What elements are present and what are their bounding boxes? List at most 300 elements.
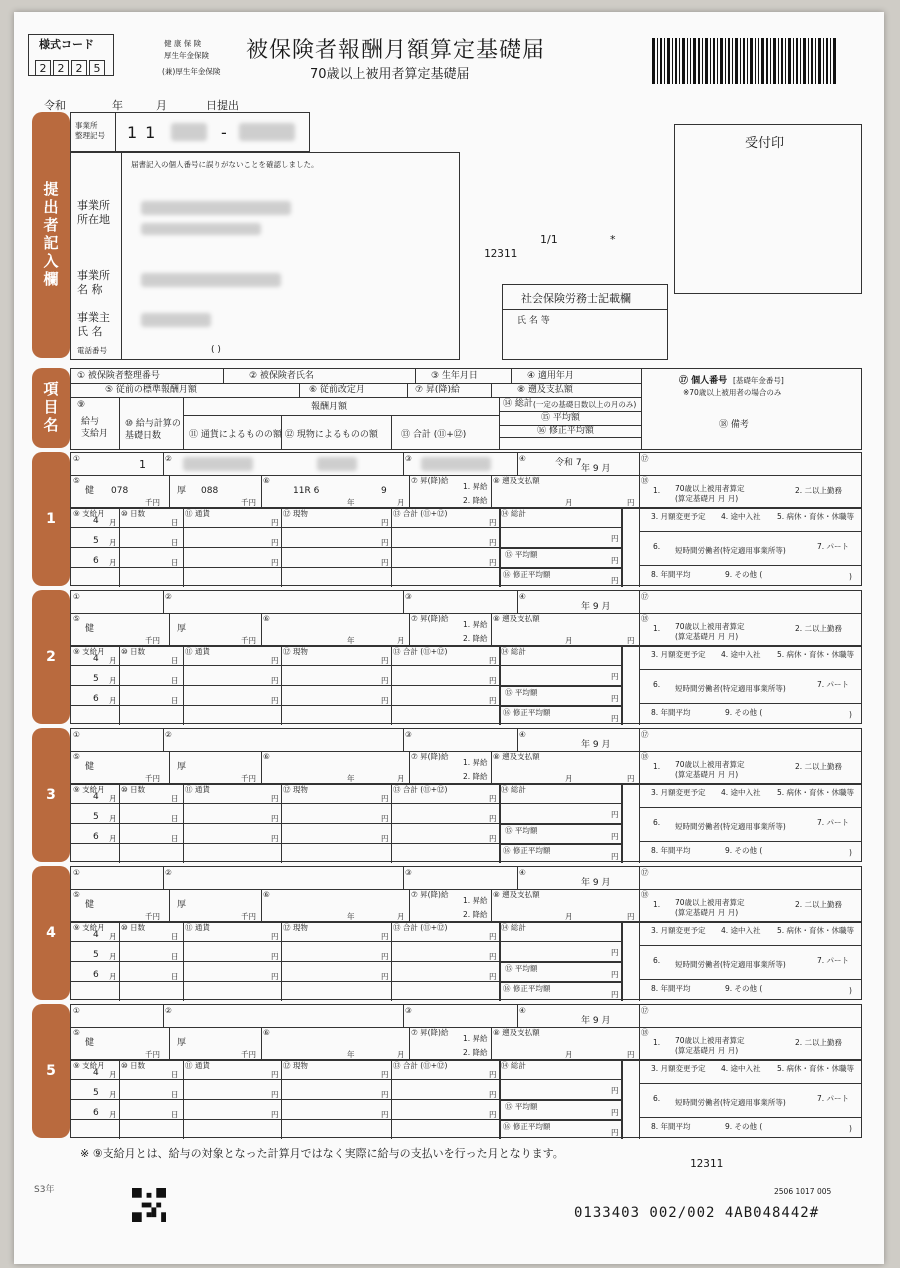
section-label: 4. 途中入社 [721,788,761,797]
section-label: ⑫ 現物 [283,1061,308,1070]
section-label: 円 [381,972,389,981]
koukyu-option: 2. 降給 [463,634,488,643]
section-label: ⑭ 総計 [501,509,526,518]
section-label: 円 [381,696,389,705]
form-code-digit: 2 [71,60,87,76]
section-label: 日 [171,1090,179,1099]
section-label: 円 [611,576,619,585]
section-label: 1. [653,1038,661,1047]
apply-month: 年 9 月 [581,602,611,612]
section-label: 円 [381,656,389,665]
pay-month: 5 [93,812,99,822]
section-label: 円 [381,794,389,803]
section-number: 2 [46,649,56,665]
section-label: (算定基礎月 月 月) [675,1046,739,1055]
header-pay-amount: 報酬月額 [311,402,348,412]
section-label: ⑭ 総計 [501,923,526,932]
unit-senen: 千円 [145,912,160,921]
section-label: 円 [271,794,279,803]
section-label: 円 [381,834,389,843]
ken-value: 078 [111,486,129,496]
koukyu-option: 2. 降給 [463,772,488,781]
header-h16: ⑯ 修正平均額 [537,426,594,436]
section-label: ⑮ 平均額 [505,688,538,697]
form-code-digit: 2 [35,60,51,76]
unit-senen: 千円 [145,774,160,783]
owner-name-label: 事業主 氏 名 [77,311,110,339]
person-section: ① ② ③ ④ ⑰ 年 9 月 ⑤ ⑥ ⑦ 昇(降)給 ⑧ 遡及支払額 ⑱ 健 千円 厚 千円 年 月 1. 昇給 2. 降給 月 円 1. 70歳以上被用者算定 (算定基礎月 月 月) 2. 二以上勤務 3. 月額変更予定 4. 途中入社 5. 病休・育休・休職等 6. 短時間労働者(特定適用事業所等) 7. パート 8. 年間平均 9. その他 ( ⑨ 支給月 ⑩ 日数 ⑪ 通貨 ⑫ 現物 ⑬ 合計 (⑪+⑫) ⑭ 総計 ⑮ 平均額 ⑯ 修正平均額 4 5 6 月 月 月 日 日 日 円 円 円 円 円 円 円 円 円 円 円 円 ) [70,1004,862,1138]
office-address-label: 事業所 所在地 [77,199,110,227]
section-label: 9. その他 ( [725,1122,763,1131]
section-label: 日 [171,814,179,823]
pay-month: 4 [93,654,99,664]
section-number: 3 [46,787,56,803]
section-label: ⑭ 総計 [501,647,526,656]
section-label: 円 [381,518,389,527]
unit-en: 円 [627,774,635,783]
section-label: 円 [381,538,389,547]
section-label: 円 [271,676,279,685]
prev-revision-month: 9 [381,486,387,496]
pay-month: 5 [93,1088,99,1098]
form-sheet [14,12,884,1264]
section-label: 6. [653,956,661,965]
section-label: 円 [489,794,497,803]
section-number-tab [32,1004,70,1138]
section-label: 5. 病休・育休・休職等 [777,788,855,797]
section-label: 5. 病休・育休・休職等 [777,1064,855,1073]
section-label: 日 [171,696,179,705]
section-label: 円 [489,538,497,547]
section-label: 2. 二以上勤務 [795,762,843,771]
section-label: 円 [271,932,279,941]
section-label: 70歳以上被用者算定 [675,622,745,631]
header-h3: ③ 生年月日 [431,371,478,381]
unit-tsuki: 月 [565,498,573,507]
unit-senen: 千円 [145,1050,160,1059]
section-label: ⑬ 合計 (⑪+⑫) [393,1061,448,1070]
section-label: ⑬ 合計 (⑪+⑫) [393,923,448,932]
section-label: 日 [171,972,179,981]
section-label: 4. 途中入社 [721,1064,761,1073]
items-side-label [32,368,70,448]
koukyu-option: 2. 降給 [463,496,488,505]
pay-month: 6 [93,694,99,704]
section-label: 70歳以上被用者算定 [675,898,745,907]
footer-serial: 0133403 002/002 4AB048442# [574,1205,820,1221]
section-label: 円 [489,972,497,981]
section-label: 円 [271,538,279,547]
sokyu-label: ⑧ 遡及支払額 [493,476,540,485]
section-label: 日 [171,518,179,527]
kou-label: 厚 [177,486,187,496]
section-label: 7. パート [817,1094,850,1103]
form-code-box [28,34,114,76]
unit-senen: 千円 [241,636,256,645]
section-label: 円 [271,696,279,705]
phone-parens: ( ) [211,345,221,355]
section-label: ⑭ 総計 [501,785,526,794]
pay-month: 4 [93,792,99,802]
page-subtitle: 70歳以上被用者算定基礎届 [310,67,470,82]
section-label: 円 [381,676,389,685]
kou-label: 厚 [177,762,187,772]
section-label: ⑬ 合計 (⑪+⑫) [393,509,448,518]
pay-month: 4 [93,516,99,526]
ken-label: 健 [85,624,95,634]
section-label: ⑨ 支給月 [73,509,105,518]
section-label: 月 [109,952,117,961]
section-label: 短時間労働者(特定適用事業所等) [675,960,786,969]
section-label: ⑩ 日数 [121,923,146,932]
shokyu-label: ⑦ 昇(降)給 [411,614,449,623]
unit-tsuki: 月 [565,912,573,921]
section-label: ⑩ 日数 [121,1061,146,1070]
shokyu-label: ⑦ 昇(降)給 [411,476,449,485]
section-label: 日 [171,538,179,547]
section-label: 3. 月額変更予定 [651,1064,706,1073]
section-label: 円 [611,694,619,703]
ref-code: 12311 [484,247,518,260]
section-label: ⑪ 通貨 [185,785,210,794]
section-label: ⑯ 修正平均額 [503,984,551,993]
page-number: 1/1 [540,233,558,246]
section-label: 6. [653,680,661,689]
pay-month: 6 [93,556,99,566]
shoukyu-option: 1. 昇給 [463,758,488,767]
office-number-code: 11 [127,123,164,142]
header-h6: ⑥ 従前改定月 [309,385,365,395]
shoukyu-option: 1. 昇給 [463,1034,488,1043]
insurance-type-3: (兼)厚生年金保険 [162,67,221,76]
section-label: 7. パート [817,680,850,689]
section-label: 1. [653,486,661,495]
section-label: ⑮ 平均額 [505,964,538,973]
section-number: 1 [46,511,56,527]
apply-month: 年 9 月 [581,740,611,750]
section-label: (算定基礎月 月 月) [675,908,739,917]
insurance-type-2: 厚生年金保険 [164,51,209,60]
mynumber-confirm-text: 届書記入の個人番号に誤りがないことを確認しました。 [131,160,319,169]
header-h11: ⑪ 通貨によるものの額 [189,430,282,440]
header-h7: ⑦ 昇(降)給 [415,385,460,395]
section-label: 円 [381,1070,389,1079]
section-label: ⑯ 修正平均額 [503,570,551,579]
section-label: 70歳以上被用者算定 [675,484,745,493]
submitter-side-label-text: 提出者記入欄 [41,181,60,289]
pay-month: 4 [93,1068,99,1078]
office-name-label: 事業所 名 称 [77,269,110,297]
section-label: 1. [653,762,661,771]
shoukyu-option: 1. 昇給 [463,620,488,629]
kou-label: 厚 [177,624,187,634]
section-label: 円 [271,952,279,961]
redacted-field [183,457,253,471]
form-code-digit: 5 [89,60,105,76]
header-h2: ② 被保険者氏名 [249,371,314,381]
section-label: 月 [109,676,117,685]
section-label: 月 [109,538,117,547]
phone-label: 電話番号 [77,346,107,355]
ken-label: 健 [85,486,95,496]
section-label: 2. 二以上勤務 [795,1038,843,1047]
submitter-side-label [32,112,70,358]
footer-small-code: 2506 1017 005 [774,1187,832,1196]
section-label: 日 [171,794,179,803]
section-label: ⑫ 現物 [283,785,308,794]
section-label: 70歳以上被用者算定 [675,1036,745,1045]
section-label: 月 [109,518,117,527]
section-label: 円 [381,558,389,567]
section-label: 円 [611,1128,619,1137]
section-label: ⑮ 平均額 [505,1102,538,1111]
section-label: 6. [653,542,661,551]
pay-month: 6 [93,1108,99,1118]
section-label: 2. 二以上勤務 [795,624,843,633]
unit-tsuki: 月 [565,1050,573,1059]
section-label: 日 [171,834,179,843]
section-label: 円 [489,558,497,567]
shoukyu-option: 1. 昇給 [463,896,488,905]
unit-senen: 千円 [145,636,160,645]
page-title: 被保険者報酬月額算定基礎届 [246,38,546,63]
section-label: 5. 病休・育休・休職等 [777,512,855,521]
pay-month: 5 [93,950,99,960]
unit-tsuki: 月 [397,636,405,645]
header-h13: ⑬ 合計 (⑪+⑫) [401,430,467,440]
unit-senen: 千円 [241,1050,256,1059]
pay-month: 6 [93,832,99,842]
ken-label: 健 [85,762,95,772]
redacted-field [317,457,357,471]
date-day-submit: 日提出 [206,99,239,112]
ken-label: 健 [85,1038,95,1048]
section-label: 円 [381,1110,389,1119]
form-code-digit: 2 [53,60,69,76]
section-number-tab [32,866,70,1000]
section-label: ⑩ 日数 [121,509,146,518]
section-label: 円 [611,1108,619,1117]
section-label: 円 [489,932,497,941]
apply-month: 年 9 月 [581,1016,611,1026]
pay-month: 5 [93,536,99,546]
section-label: 5. 病休・育休・休職等 [777,650,855,659]
header-h10: ⑩ 給与計算の 基礎日数 [125,419,181,441]
sharoushi-name-label: 氏 名 等 [517,316,550,326]
barcode [652,38,838,84]
header-h14: ⑭ 総計 [503,399,533,409]
section-label: 月 [109,814,117,823]
section-label: 円 [381,814,389,823]
office-number-box [70,112,310,152]
section-label: 月 [109,1110,117,1119]
kou-value: 088 [201,486,219,496]
footer-ref: 12311 [690,1157,724,1170]
office-number-label: 事業所 整理記号 [75,121,105,140]
form-code-label: 様式コード [39,38,94,51]
section-label: 円 [271,558,279,567]
sokyu-label: ⑧ 遡及支払額 [493,1028,540,1037]
section-label: ⑨ 支給月 [73,923,105,932]
unit-tsuki: 月 [565,636,573,645]
date-year: 年 [112,99,123,112]
section-label: 4. 途中入社 [721,926,761,935]
section-label: 円 [489,1070,497,1079]
header-h1: ① 被保険者整理番号 [77,371,160,381]
apply-month: 年 9 月 [581,878,611,888]
unit-en: 円 [627,498,635,507]
section-label: 6. [653,1094,661,1103]
section-label: ⑨ 支給月 [73,1061,105,1070]
section-label: (算定基礎月 月 月) [675,494,739,503]
section-label: 7. パート [817,818,850,827]
section-label: 円 [271,1070,279,1079]
unit-tsuki: 月 [397,498,405,507]
section-label: 円 [611,1086,619,1095]
person-section: ① ② ③ ④ ⑰ 1 令和 7 年 9 月 ⑤ ⑥ ⑦ 昇(降)給 ⑧ 遡及支払額 ⑱ 健 078 千円 厚 088 千円 11R 6 9 年 月 1. 昇給 2. 降給 月 円 1. 70歳以上被用者算定 (算定基礎月 月 月) 2. 二以上勤務 3. 月額変更予定 4. 途中入社 5. 病休・育休・休職等 6. 短時間労働者(特定適用事業所等) 7. パート 8. 年間平均 9. その他 ( ⑨ 支給月 ⑩ 日数 ⑪ 通貨 ⑫ 現物 ⑬ 合計 (⑪+⑫) ⑭ 総計 ⑮ 平均額 ⑯ 修正平均額 4 5 6 月 月 月 日 日 日 円 円 円 円 円 円 円 円 円 円 円 円 ) [70,452,862,586]
section-label: 日 [171,1110,179,1119]
section-label: 7. パート [817,542,850,551]
section-label: 日 [171,676,179,685]
section-label: ⑨ 支給月 [73,785,105,794]
section-label: 7. パート [817,956,850,965]
person-section: ① ② ③ ④ ⑰ 年 9 月 ⑤ ⑥ ⑦ 昇(降)給 ⑧ 遡及支払額 ⑱ 健 千円 厚 千円 年 月 1. 昇給 2. 降給 月 円 1. 70歳以上被用者算定 (算定基礎月 月 月) 2. 二以上勤務 3. 月額変更予定 4. 途中入社 5. 病休・育休・休職等 6. 短時間労働者(特定適用事業所等) 7. パート 8. 年間平均 9. その他 ( ⑨ 支給月 ⑩ 日数 ⑪ 通貨 ⑫ 現物 ⑬ 合計 (⑪+⑫) ⑭ 総計 ⑮ 平均額 ⑯ 修正平均額 4 5 6 月 月 月 日 日 日 円 円 円 円 円 円 円 円 円 円 円 円 ) [70,728,862,862]
section-label: 円 [489,696,497,705]
pay-month: 6 [93,970,99,980]
section-label: 円 [489,676,497,685]
unit-senen: 千円 [145,498,160,507]
section-label: 3. 月額変更予定 [651,512,706,521]
pay-month: 5 [93,674,99,684]
section-label: 70歳以上被用者算定 [675,760,745,769]
section-label: 円 [611,948,619,957]
section-label: 円 [271,1110,279,1119]
section-label: (算定基礎月 月 月) [675,632,739,641]
section-label: 円 [611,832,619,841]
section-label: 日 [171,932,179,941]
section-label: 8. 年間平均 [651,708,691,717]
header-h17: ⑰ 個人番号 [679,376,728,386]
section-label: 円 [271,814,279,823]
section-label: 月 [109,932,117,941]
section-label: 円 [489,518,497,527]
section-label: 短時間労働者(特定適用事業所等) [675,822,786,831]
section-label: 円 [271,972,279,981]
section-label: 円 [381,1090,389,1099]
section-number-tab [32,590,70,724]
section-label: 円 [271,656,279,665]
section-label: 短時間労働者(特定適用事業所等) [675,546,786,555]
section-label: 日 [171,1070,179,1079]
section-label: 5. 病休・育休・休職等 [777,926,855,935]
section-label: 3. 月額変更予定 [651,788,706,797]
section-label: ⑩ 日数 [121,785,146,794]
section-label: 月 [109,834,117,843]
section-label: ⑪ 通貨 [185,509,210,518]
section-label: ⑪ 通貨 [185,647,210,656]
section-label: 8. 年間平均 [651,846,691,855]
section-label: 円 [271,834,279,843]
koukyu-option: 2. 降給 [463,910,488,919]
section-label: ⑪ 通貨 [185,923,210,932]
submitter-info-box [70,152,460,360]
person-section: ① ② ③ ④ ⑰ 年 9 月 ⑤ ⑥ ⑦ 昇(降)給 ⑧ 遡及支払額 ⑱ 健 千円 厚 千円 年 月 1. 昇給 2. 降給 月 円 1. 70歳以上被用者算定 (算定基礎月 月 月) 2. 二以上勤務 3. 月額変更予定 4. 途中入社 5. 病休・育休・休職等 6. 短時間労働者(特定適用事業所等) 7. パート 8. 年間平均 9. その他 ( ⑨ 支給月 ⑩ 日数 ⑪ 通貨 ⑫ 現物 ⑬ 合計 (⑪+⑫) ⑭ 総計 ⑮ 平均額 ⑯ 修正平均額 4 5 6 月 月 月 日 日 日 円 円 円 円 円 円 円 円 円 円 円 円 ) [70,590,862,724]
unit-senen: 千円 [241,912,256,921]
insurance-type-1: 健 康 保 険 [164,39,202,48]
section-label: 円 [611,672,619,681]
unit-tsuki: 月 [397,774,405,783]
sharoushi-box [502,284,668,360]
header-h17-sub: ※70歳以上被用者の場合のみ [683,388,782,397]
section-label: 月 [109,558,117,567]
unit-nen: 年 [347,774,355,783]
section-label: (算定基礎月 月 月) [675,770,739,779]
footnote: ※ ⑨支給月とは、給与の対象となった計算月ではなく実際に給与の支払いを行った月となります。 [80,1147,564,1160]
unit-senen: 千円 [241,498,256,507]
section-label: 8. 年間平均 [651,984,691,993]
section-label: 円 [611,810,619,819]
section-label: ⑮ 平均額 [505,826,538,835]
unit-nen: 年 [347,912,355,921]
section-label: 月 [109,972,117,981]
section-label: ⑭ 総計 [501,1061,526,1070]
section-label: 2. 二以上勤務 [795,900,843,909]
shokyu-label: ⑦ 昇(降)給 [411,752,449,761]
section-label: 9. その他 ( [725,570,763,579]
section-label: 6. [653,818,661,827]
person-section: ① ② ③ ④ ⑰ 年 9 月 ⑤ ⑥ ⑦ 昇(降)給 ⑧ 遡及支払額 ⑱ 健 千円 厚 千円 年 月 1. 昇給 2. 降給 月 円 1. 70歳以上被用者算定 (算定基礎月 月 月) 2. 二以上勤務 3. 月額変更予定 4. 途中入社 5. 病休・育休・休職等 6. 短時間労働者(特定適用事業所等) 7. パート 8. 年間平均 9. その他 ( ⑨ 支給月 ⑩ 日数 ⑪ 通貨 ⑫ 現物 ⑬ 合計 (⑪+⑫) ⑭ 総計 ⑮ 平均額 ⑯ 修正平均額 4 5 6 月 月 月 日 日 日 円 円 円 円 円 円 円 円 円 円 円 円 ) [70,866,862,1000]
section-label: 日 [171,558,179,567]
section-label: 円 [611,852,619,861]
section-label: ⑨ 支給月 [73,647,105,656]
section-label: 9. その他 ( [725,708,763,717]
shoukyu-option: 1. 昇給 [463,482,488,491]
redacted-field [421,457,491,471]
shokyu-label: ⑦ 昇(降)給 [411,890,449,899]
section-number-tab [32,452,70,586]
section-label: ⑯ 修正平均額 [503,846,551,855]
section-label: ⑯ 修正平均額 [503,1122,551,1131]
section-number-tab [32,728,70,862]
section-label: 3. 月額変更予定 [651,650,706,659]
section-label: ⑫ 現物 [283,509,308,518]
office-number-dash: - [221,123,227,142]
section-label: 短時間労働者(特定適用事業所等) [675,684,786,693]
koukyu-option: 2. 降給 [463,1048,488,1057]
unit-tsuki: 月 [565,774,573,783]
section-label: 月 [109,1070,117,1079]
kou-label: 厚 [177,900,187,910]
section-label: 円 [489,656,497,665]
header-h15: ⑮ 平均額 [541,413,580,423]
section-label: 4. 途中入社 [721,650,761,659]
section-label: 1. [653,900,661,909]
section-label: 4. 途中入社 [721,512,761,521]
shokyu-label: ⑦ 昇(降)給 [411,1028,449,1037]
qr-code-icon [132,1188,166,1222]
header-h17-note: [基礎年金番号] [733,376,784,385]
pay-month: 4 [93,930,99,940]
unit-en: 円 [627,1050,635,1059]
unit-nen: 年 [347,498,355,507]
ken-label: 健 [85,900,95,910]
section-label: ⑪ 通貨 [185,1061,210,1070]
section-label: 円 [611,970,619,979]
section-label: 円 [489,1110,497,1119]
section-label: 円 [271,1090,279,1099]
receipt-stamp-box [674,124,862,294]
form-code-digits [35,57,107,76]
